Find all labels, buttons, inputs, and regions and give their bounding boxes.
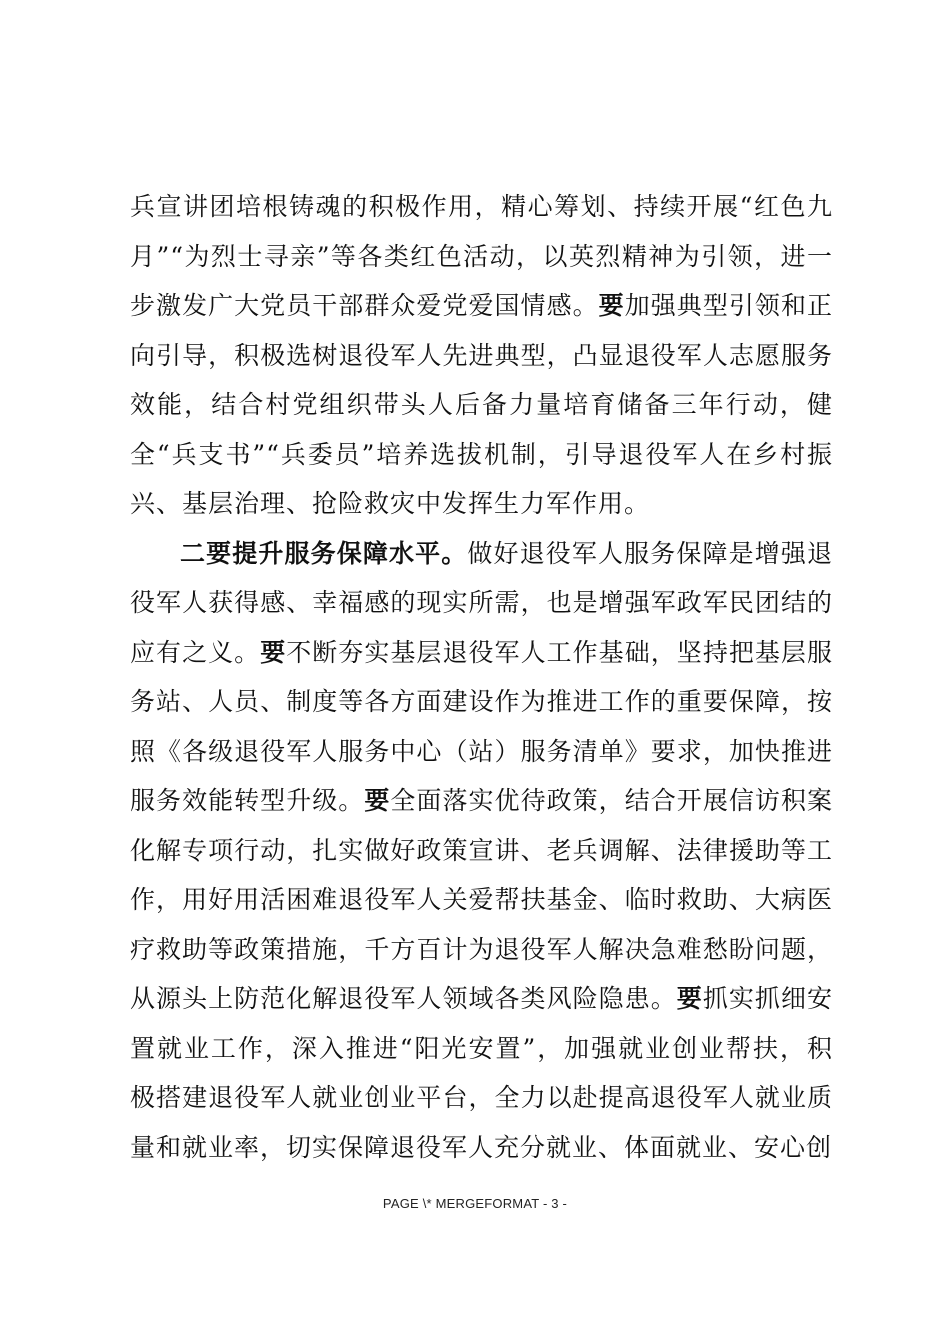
paragraph-1-run-3: 加强典型引领和正向引导，积极选树退役军人先进典型，凸显退役军人志愿服务效能，结合村党组织带头人后备力量培育储备三年行动，健全“兵支书”“兵委员”培养选拔机制，引导退役军人在乡村振兴、基层治理、抢险救灾中发挥生力军作用。 (130, 291, 833, 518)
paragraph-1-run-2: 要 (598, 291, 625, 320)
paragraph-2-run-2: 做好退役军人服务保障是增强退役军人获得感、幸福感的现实所需，也是增强军政军民团结的应有之义。 (130, 538, 833, 667)
paragraph-2-run-7: 要 (676, 984, 703, 1013)
paragraph-2-run-3: 要 (260, 637, 287, 667)
paragraph-1 (130, 182, 833, 529)
paragraph-1-run-1: 兵宣讲团培根铸魂的积极作用，精心筹划、持续开展“红色九月”“为烈士寻亲”等各类红色活动，以英烈精神为引领，进一步激发广大党员干部群众爱党爱国情感。 (130, 192, 833, 320)
paragraph-2-run-6: 全面落实优待政策，结合开展信访积案化解专项行动，扎实做好政策宣讲、老兵调解、法律援助等工作，用好用活困难退役军人关爱帮扶基金、临时救助、大病医疗救助等政策措施，千方百计为退役军人解决急难愁盼问题，从源头上防范化解退役军人领域各类风险隐患。 (130, 786, 833, 1013)
paragraph-2 (130, 529, 833, 1173)
document-body (130, 182, 833, 1172)
paragraph-2-run-4: 不断夯实基层退役军人工作基础，坚持把基层服务站、人员、制度等各方面建设作为推进工作的重要保障，按照《各级退役军人服务中心（站）服务清单》要求，加快推进服务效能转型升级。 (130, 637, 833, 815)
paragraph-2-run-5: 要 (364, 786, 391, 815)
page-footer: PAGE \* MERGEFORMAT - 3 - (382, 1196, 568, 1211)
paragraph-2-heading: 二要提升服务保障水平。 (180, 538, 468, 568)
paragraph-2-run-8: 抓实抓细安置就业工作，深入推进“阳光安置”，加强就业创业帮扶，积极搭建退役军人就业创业平台，全力以赴提高退役军人就业质量和就业率，切实保障退役军人充分就业、体面就业、安心创 (130, 984, 833, 1162)
